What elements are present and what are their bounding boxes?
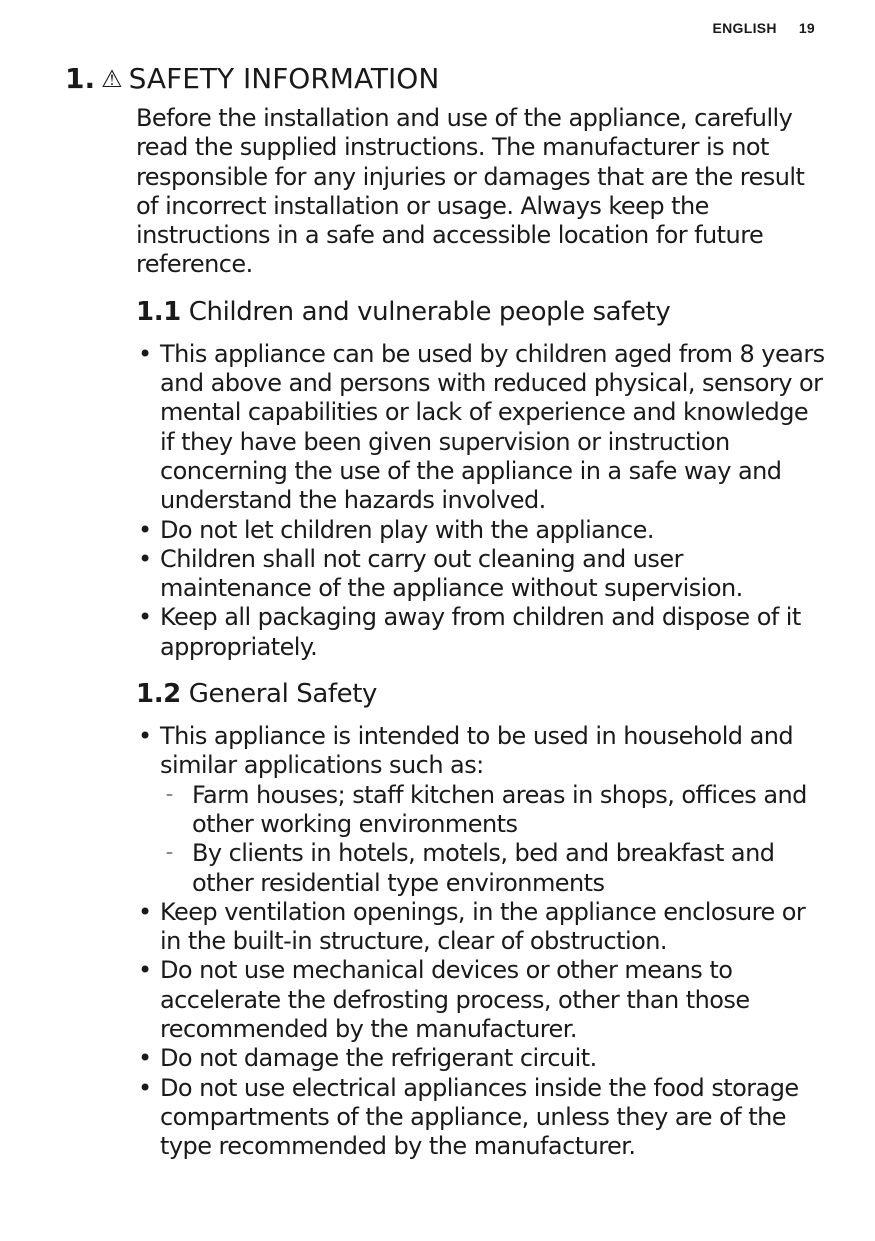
list-item: • Do not let children play with the appliance.: [136, 516, 826, 545]
sub-list-item: – By clients in hotels, motels, bed and breakfast and other residential type environments: [160, 839, 826, 898]
list-item: • Do not use electrical appliances inside the food storage compartments of the appliance, unless they are of the type recommended by the manufacturer.: [136, 1074, 826, 1162]
page-header: [712, 20, 815, 36]
list-item: • Do not damage the refrigerant circuit.: [136, 1044, 826, 1073]
list-item: • Children shall not carry out cleaning and user maintenance of the appliance without supervision.: [136, 545, 826, 604]
list-item-text: This appliance is intended to be used in household and similar applications such as:: [160, 722, 794, 780]
subsection-heading-children: [136, 296, 826, 328]
warning-icon: ⚠: [101, 64, 123, 93]
language-label: ENGLISH: [712, 20, 777, 36]
intro-paragraph: Before the installation and use of the appliance, carefully read the supplied instructions. The manufacturer is not responsible for any injuries or damages that are the result of incorrect installation or usage. Always keep the instructions in a safe and accessible location for future reference.: [136, 104, 805, 279]
section-title: SAFETY INFORMATION: [128, 62, 440, 95]
section-body: [136, 104, 826, 1162]
section-heading: [65, 62, 439, 95]
general-safety-list: [136, 722, 826, 1161]
subsection-title: General Safety: [188, 679, 378, 710]
children-safety-list: [136, 340, 826, 662]
subsection-number: 1.2: [136, 679, 181, 710]
list-item: • Do not use mechanical devices or other means to accelerate the defrosting process, other than those recommended by the manufacturer.: [136, 956, 826, 1044]
sub-list-item: – Farm houses; staff kitchen areas in shops, offices and other working environments: [160, 781, 826, 840]
list-item: [136, 722, 826, 898]
subsection-number: 1.1: [136, 296, 181, 327]
subsection-title: Children and vulnerable people safety: [188, 296, 671, 327]
page-number: 19: [798, 20, 815, 36]
list-item: • This appliance can be used by children aged from 8 years and above and persons with reduced physical, sensory or mental capabilities or lack of experience and knowledge if they have been given supervision or instruction concerning the use of the appliance in a safe way and understand the hazards involved.: [136, 340, 826, 516]
subsection-heading-general: [136, 678, 826, 710]
list-item: • Keep all packaging away from children and dispose of it appropriately.: [136, 603, 826, 662]
section-number: 1.: [65, 62, 96, 95]
list-item: • Keep ventilation openings, in the appliance enclosure or in the built-in structure, clear of obstruction.: [136, 898, 826, 957]
sub-list: [160, 781, 826, 898]
